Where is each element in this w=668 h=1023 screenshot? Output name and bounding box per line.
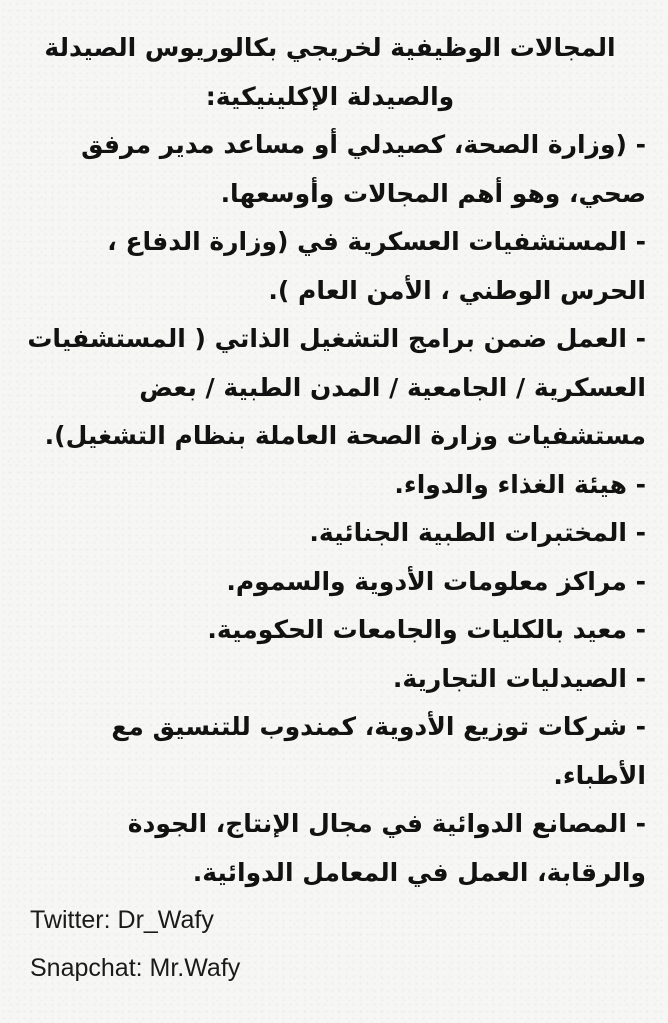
list-item: - المصانع الدوائية في مجال الإنتاج، الجودة والرقابة، العمل في المعامل الدوائية.: [127, 809, 646, 887]
list-item: - شركات توزيع الأدوية، كمندوب للتنسيق مع الأطباء.: [111, 712, 646, 790]
article-body: [14, 24, 646, 897]
list-item: - المستشفيات العسكرية في (وزارة الدفاع ، الحرس الوطني ، الأمن العام ).: [107, 227, 646, 305]
author-credits: [30, 896, 240, 992]
list-item: - مراكز معلومات الأدوية والسموم.: [226, 566, 646, 596]
list-item: - المختبرات الطبية الجنائية.: [309, 518, 646, 547]
list-item: - العمل ضمن برامج التشغيل الذاتي ( المستشفيات العسكرية / الجامعية / المدن الطبية / بعض مستشفيات وزارة الصحة العاملة بنظام التشغيل).: [27, 324, 646, 450]
list-item: - هيئة الغذاء والدواء.: [394, 469, 646, 499]
snapchat-handle: Snapchat: Mr.Wafy: [30, 954, 241, 982]
note-title: المجالات الوظيفية لخريجي بكالوريوس الصيدلة والصيدلة الإكلينيكية:: [44, 33, 616, 111]
list-item: - معيد بالكليات والجامعات الحكومية.: [207, 615, 646, 644]
list-item: - الصيدليات التجارية.: [392, 663, 646, 693]
career-list: [14, 121, 646, 897]
twitter-handle: Twitter: Dr_Wafy: [30, 906, 214, 934]
list-item: - (وزارة الصحة، كصيدلي أو مساعد مدير مرفق صحي، وهو أهم المجالات وأوسعها.: [81, 130, 646, 208]
